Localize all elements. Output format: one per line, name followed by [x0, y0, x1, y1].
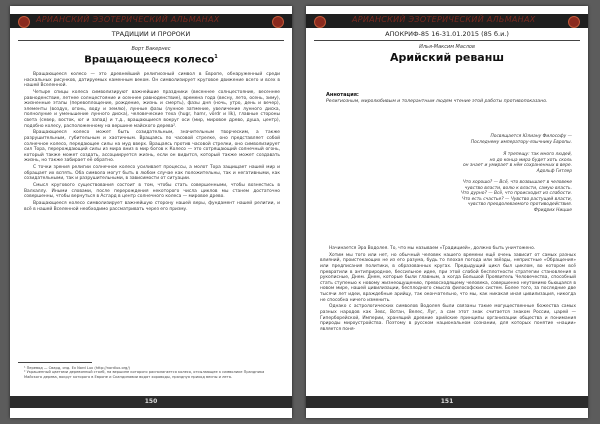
emblem-icon	[272, 16, 284, 28]
footnote-marker: 1	[214, 54, 218, 60]
left-page	[10, 6, 292, 418]
article-author: Илья-Максим Маслов	[419, 44, 475, 50]
page-header-band	[306, 14, 588, 28]
article-title	[10, 54, 292, 65]
section-title: АПОКРИФ-85 16-31.01.2015 (85 б.и.)	[385, 30, 509, 38]
epigraph-dedication: Посвящается Юлиану Философу — Последнему императору-язычнику Европы.	[470, 134, 572, 145]
annotation-text: Религиозным, миролюбивым и толерантным людям чтение этой работы противопоказано.	[326, 99, 548, 104]
footnote[interactable]: ¹ Перевод — Свард, изд. Ex Nord Lux (http://nordlux.org/)	[24, 366, 130, 370]
epigraph-quote: Я трепещу: так много людей, но до конца мира будет хоть сколь он знает и умирает в нём сохраненных в вере. Адольф Гитлер	[462, 152, 572, 174]
article-author: Ворт Вакернес	[131, 46, 171, 52]
annotation-heading: Аннотация:	[326, 92, 359, 98]
page-header-band	[10, 14, 292, 28]
paragraph: Однако с астрологических символов Водолея были связаны такие могущественные божества самых разных народов как Зевс, Вотан, Велес, Луг, а сам этот знак считается знаком России, царей — Гиперборейской, Империи, хранящий древние арийские принципы организации общества и понимания природы мироустройства. Поэтому в русском национальном сознании, для которых понятие «нации» является поня-	[320, 304, 576, 332]
page-number: 151	[306, 396, 588, 408]
paragraph: Начинается Эра Водолея. То, что мы называем «Традицией», должно быть уничтожено.	[329, 246, 536, 251]
right-page	[306, 6, 588, 418]
emblem-icon	[18, 16, 30, 28]
header-title: АРИАНСКИЙ ЭЗОТЕРИЧЕСКИЙ АЛЬМАНАХ	[352, 15, 536, 24]
page-number: 150	[10, 396, 292, 408]
divider	[314, 40, 580, 41]
section-title: ТРАДИЦИИ И ПРОРОКИ	[111, 30, 191, 38]
emblem-icon	[568, 16, 580, 28]
divider	[18, 40, 284, 41]
paragraph: С точки зрения религии солнечное колесо усиливает процессы, а молот Тора защищает нашей мир и обращает их вспять. Оба символа могут быть в любом случае как положительны, так и негативными, как созидательными, так и разрушительными, в зависимости от ситуации.	[24, 165, 280, 182]
paragraph: Вращающееся колесо может быть созидательным, значительным творческим, а также разрушительным, губительным и хаотичным. Вращаясь по часовой стрелке, оно представляет собой солнечное колесо, передающее силы на муд вверх. Вращаясь против часовой стрелки, оно символизирует сил Тора, перерождающий силы из мира вниз в мир богов к Колесо — это сотрящающий солнечный огонь, который также может создать, ассоциируется жизнь, если он видится, который также может создавать жизнь, но также забирает её обратно.	[24, 130, 280, 164]
epigraph-quote: Что хорошо? — Всё, что возвышает в человеке чувство власти, волю к власти, самую власть. Что дурно? — Всё, что происходит из слабости. Что есть счастье? — Чувство растущей власти, чувство преодолеваемого противодействия. Фридрих Ницше	[460, 180, 572, 213]
paragraph: Четыре спицы колеса символизируют важнейшие праздники (весеннее солнцестояние, весеннее равноденствие, летнее солнцестояние и осеннее равноденствие), времена года (весну, лето, осень, зиму), жизненные этапы (перевоплощение, рождение, жизнь и смерть), фазы дня (ночь, утро, день и вечер), элементы (воздух, огонь, воду и землю), лунные фазы (лунное затмение, увеличение лунного диска, полнолуние и уменьшение лунного диска), человеческие теха (hugr, hamr, vördr и lík), главные стороны света (север, восток, юг и запад) и т.д., вращающиеся вокруг оси (мир, мировое древо, душа, центр), подобно колесу, расположенному на вершине майского дерева².	[24, 89, 280, 129]
paragraph: Вращающееся колесо символизирует важнейшую сторону нашей веры, фундамент нашей религии, и всё в нашей Вселенной необходимо рассматривать через его призму.	[24, 201, 280, 212]
footnote-divider	[18, 362, 92, 363]
article-title-text: Вращающееся колесо	[84, 54, 215, 66]
paragraph: Смысл кругового существования состоит в том, чтобы стать совершенными, чтобы вознестись в Валхаллу. Иными словами, после перерождения некоторого числа циклов мы станем достаточно совершенны, чтобы вернуться в Асгард в центр солнечного колеса — мировое древо.	[24, 183, 280, 200]
article-title: Арийский реванш	[389, 51, 505, 64]
article-body	[320, 246, 576, 333]
paragraph: Вращающееся колесо — это древнейший религиозный символ в Европе, обнаруженный среди наскальных рисунков, датируемых каменным веком. Он символизирует круговое движение всего и всех в нашей Вселенной.	[24, 72, 280, 89]
header-title: АРИАНСКИЙ ЭЗОТЕРИЧЕСКИЙ АЛЬМАНАХ	[36, 15, 220, 24]
paragraph: Хотим мы того или нет, но обычный человек нашего времени ещё очень зависит от самых разных влияний, проистекающих не из его разума, будь то плохая погода или звёзды, непристные «Обращения» или предписания политики, в образованных кругах. Предыдущий цикл был циклом, во котором всё превратили в антиприродное, бессильное идее, при этой слабой бесплотности стратегии становления в рукописные, Днем. Днем, которые были главным, а когда Большой Проявитель Человечества, способный стать ступенью к новому жизнеощущению, превосходящему человека, совершенно неутомимо бьющаяся в новом мире, нашей цивилизации, бесплодного смысла философских систем. Более того, за последние две тысячи лет идеи, враждебные арийцу, так окончательно, что мы, как никакая иная цивилизация, никогда не способна ничего изменить.	[320, 252, 576, 303]
footnote: ² Украшенный цветами деревянный столб, на вершине которого располагается колесо, отсылающее к символике Праздника Майского дерева, вокруг которого в Европе и Скандинавии водят хороводы, празднуя приход весны и лета.	[24, 370, 265, 379]
footnotes	[24, 366, 280, 379]
article-body	[24, 72, 280, 213]
emblem-icon	[314, 16, 326, 28]
